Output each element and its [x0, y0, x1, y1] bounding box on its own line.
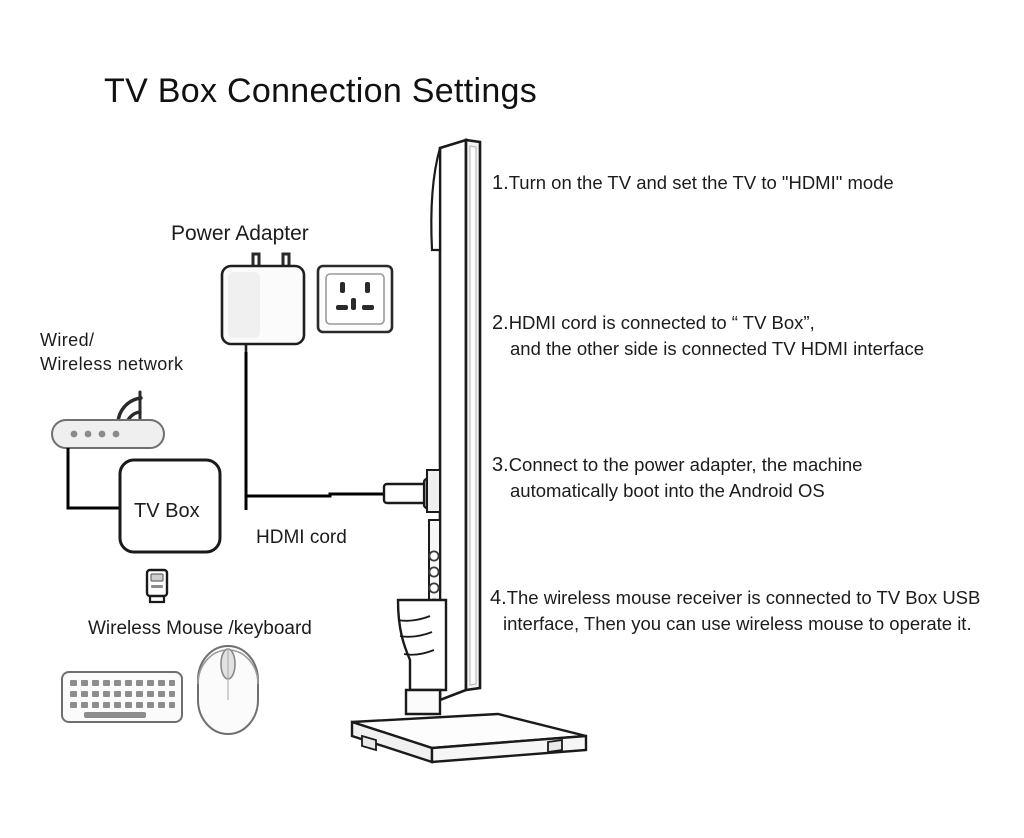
mouse-icon	[198, 646, 258, 734]
instruction-step-1	[492, 170, 894, 196]
step-4-line1: The wireless mouse receiver is connected to TV Box USB	[506, 587, 981, 608]
keyboard-icon	[62, 672, 182, 722]
wall-socket-icon	[318, 266, 392, 332]
label-network-line2: Wireless network	[40, 354, 184, 374]
step-1-line1: Turn on the TV and set the TV to "HDMI" mode	[508, 172, 894, 193]
usb-receiver-icon	[147, 570, 167, 602]
label-network-line1: Wired/	[40, 330, 95, 350]
step-2-number: 2.	[492, 312, 509, 334]
step-2-line2: and the other side is connected TV HDMI interface	[510, 338, 925, 359]
television-device	[352, 140, 586, 762]
label-hdmi-cord: HDMI cord	[256, 527, 347, 548]
step-1-number: 1.	[492, 172, 509, 194]
step-3-line1: Connect to the power adapter, the machine	[508, 454, 863, 475]
step-4-number: 4.	[490, 587, 507, 609]
label-power-adapter: Power Adapter	[171, 222, 309, 245]
step-2-line1: HDMI cord is connected to “ TV Box”,	[508, 312, 815, 333]
step-4-line2: interface, Then you can use wireless mouse to operate it.	[503, 613, 972, 634]
page-title: TV Box Connection Settings	[104, 72, 538, 110]
step-3-number: 3.	[492, 454, 509, 476]
label-wireless-mouse-keyboard: Wireless Mouse /keyboard	[88, 618, 312, 639]
router-icon	[52, 386, 164, 448]
label-tv-box: TV Box	[134, 500, 200, 522]
instruction-step-2	[492, 310, 924, 361]
instruction-step-3	[492, 452, 862, 503]
power-adapter-icon	[222, 254, 304, 352]
step-3-line2: automatically boot into the Android OS	[510, 480, 825, 501]
instruction-step-4	[490, 585, 980, 636]
